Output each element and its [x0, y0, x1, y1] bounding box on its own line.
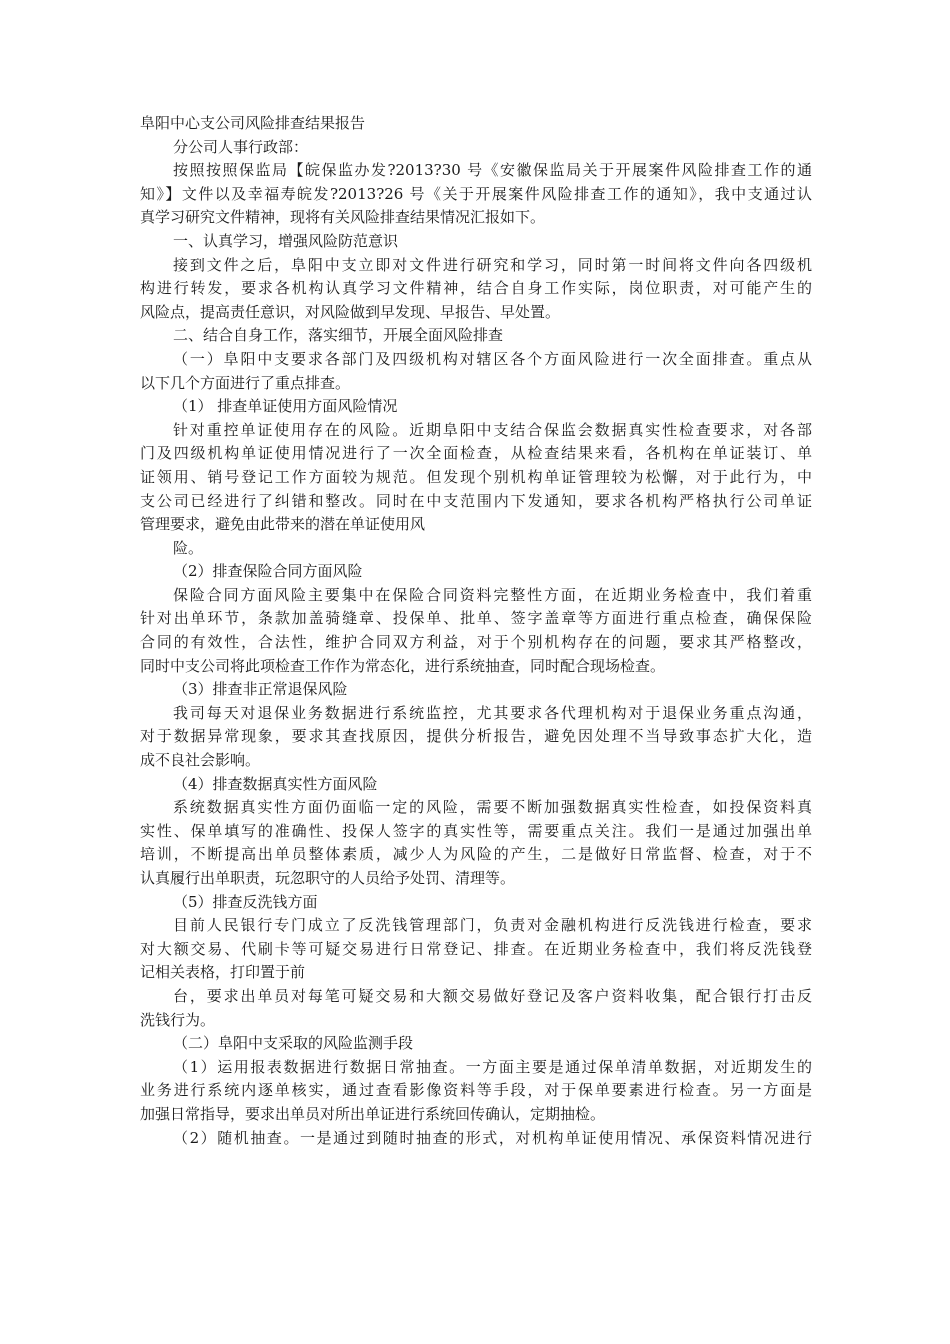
salutation: 分公司人事行政部： [173, 137, 309, 156]
paragraph-line: 证领用、销号登记工作方面较为规范。但发现个别机构单证管理较为松懈，对于此行为，中 [140, 467, 812, 486]
paragraph-line: （2）随机抽查。一是通过到随时抽查的形式，对机构单证使用情况、承保资料情况进行 [173, 1128, 812, 1147]
paragraph-line: 真学习研究文件精神，现将有关风险排查结果情况汇报如下。 [140, 208, 546, 227]
paragraph-line: 合同的有效性，合法性，维护合同双方利益，对于个别机构存在的问题，要求其严格整改， [140, 633, 812, 652]
paragraph-line: 接到文件之后，阜阳中支立即对文件进行研究和学习，同时第一时间将文件向各四级机 [173, 255, 812, 274]
paragraph-line: 成不良社会影响。 [140, 751, 261, 770]
document-body [140, 159, 812, 1150]
paragraph-line: 对大额交易、代刷卡等可疑交易进行日常登记、排查。在近期业务检查中，我们将反洗钱登 [140, 939, 812, 958]
paragraph-line: （3）排查非正常退保风险 [173, 680, 348, 699]
paragraph-line: （二）阜阳中支采取的风险监测手段 [173, 1034, 414, 1053]
document-title: 阜阳中心支公司风险排查结果报告 [140, 114, 366, 132]
paragraph-line: 洗钱行为。 [140, 1010, 216, 1029]
paragraph-line: （4）排查数据真实性方面风险 [173, 774, 378, 793]
paragraph-line: 针对重控单证使用存在的风险。近期阜阳中支结合保监会数据真实性检查要求，对各部 [173, 420, 812, 439]
paragraph-line: （1）运用报表数据进行数据日常抽查。一方面主要是通过保单清单数据，对近期发生的 [173, 1057, 812, 1076]
paragraph-line: 管理要求，避免由此带来的潜在单证使用风 [140, 515, 426, 534]
paragraph-line: 以下几个方面进行了重点排查。 [140, 373, 351, 392]
paragraph-line: 构进行转发，要求各机构认真学习文件精神，结合自身工作实际，岗位职责，对可能产生的 [140, 279, 812, 298]
paragraph-line: 一、认真学习，增强风险防范意识 [173, 231, 399, 250]
paragraph-line: （2）排查保险合同方面风险 [173, 562, 363, 581]
document-page [140, 112, 812, 1150]
paragraph-line: 对于数据异常现象，要求其查找原因，提供分析报告，避免因处理不当导致事态扩大化，造 [140, 727, 812, 746]
paragraph-line: （1） 排查单证使用方面风险情况 [173, 397, 398, 416]
paragraph-line: 业务进行系统内逐单核实，通过查看影像资料等手段，对于保单要素进行检查。另一方面是 [140, 1081, 812, 1100]
paragraph-line: 风险点，提高责任意识，对风险做到早发现、早报告、早处置。 [140, 302, 561, 321]
paragraph-line: 记相关表格，打印置于前 [140, 963, 306, 982]
paragraph-line: 加强日常指导，要求出单员对所出单证进行系统回传确认，定期抽检。 [140, 1104, 606, 1123]
paragraph-line: 二、结合自身工作，落实细节，开展全面风险排查 [173, 326, 504, 345]
paragraph-line: （5）排查反洗钱方面 [173, 892, 318, 911]
paragraph-line: （一）阜阳中支要求各部门及四级机构对辖区各个方面风险进行一次全面排查。重点从 [173, 349, 812, 368]
paragraph-line: 保险合同方面风险主要集中在保险合同资料完整性方面，在近期业务检查中，我们着重 [173, 585, 812, 604]
paragraph-line: 知》】文件以及幸福寿皖发?2013?26 号《关于开展案件风险排查工作的通知》，我中支通过认 [140, 184, 812, 203]
paragraph-line: 险。 [173, 538, 204, 557]
paragraph-line: 目前人民银行专门成立了反洗钱管理部门，负责对金融机构进行反洗钱进行检查，要求 [173, 916, 812, 935]
paragraph-line: 针对出单环节，条款加盖骑缝章、投保单、批单、签字盖章等方面进行重点检查，确保保险 [140, 609, 812, 628]
paragraph-line: 同时中支公司将此项检查工作作为常态化，进行系统抽查，同时配合现场检查。 [140, 656, 666, 675]
paragraph-line: 我司每天对退保业务数据进行系统监控，尤其要求各代理机构对于退保业务重点沟通， [173, 703, 812, 722]
paragraph-line: 支公司已经进行了纠错和整改。同时在中支范围内下发通知，要求各机构严格执行公司单证 [140, 491, 812, 510]
paragraph-line: 按照按照保监局【皖保监办发?2013?30 号《安徽保监局关于开展案件风险排查工作的通 [173, 161, 812, 180]
paragraph-line: 培训，不断提高出单员整体素质，减少人为风险的产生，二是做好日常监督、检查，对于不 [140, 845, 812, 864]
paragraph-line: 台，要求出单员对每笔可疑交易和大额交易做好登记及客户资料收集，配合银行打击反 [173, 986, 812, 1005]
paragraph-line: 实性、保单填写的准确性、投保人签字的真实性等，需要重点关注。我们一是通过加强出单 [140, 821, 812, 840]
paragraph-line: 门及四级机构单证使用情况进行了一次全面检查，从检查结果来看，各机构在单证装订、单 [140, 444, 812, 463]
paragraph-line: 认真履行出单职责，玩忽职守的人员给予处罚、清理等。 [140, 869, 516, 887]
paragraph-line: 系统数据真实性方面仍面临一定的风险，需要不断加强数据真实性检查，如投保资料真 [173, 798, 812, 817]
